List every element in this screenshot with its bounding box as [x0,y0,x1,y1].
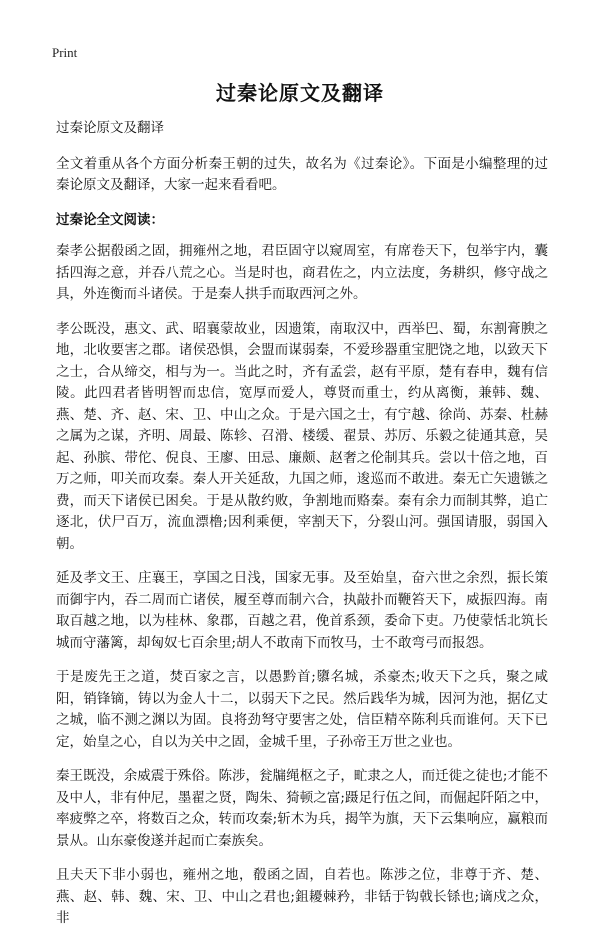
article-paragraph: 秦王既没，余威震于殊俗。陈涉，瓮牖绳枢之子，甿隶之人，而迁徙之徒也;才能不及中人，非有仲尼，墨翟之贤，陶朱、猗顿之富;蹑足行伍之间，而倔起阡陌之中，率疲弊之卒，将数百之众，转而攻秦;斩木为兵，揭竿为旗，天下云集响应，赢粮而景从。山东豪俊遂并起而亡秦族矣。 [56,768,548,849]
article-paragraph: 孝公既没，惠文、武、昭襄蒙故业，因遗策，南取汉中，西举巴、蜀，东割膏腴之地，北收要害之郡。诸侯恐惧，会盟而谋弱秦，不爱珍器重宝肥饶之地，以致天下之士，合从缔交，相与为一。当此之时，齐有孟尝，赵有平原，楚有春申，魏有信陵。此四君者皆明智而忠信，宽厚而爱人，尊贤而重士，约从离衡，兼韩、魏、燕、楚、齐、赵、宋、卫、中山之众。于是六国之士，有宁越、徐尚、苏秦、杜赫之属为之谋，齐明、周最、陈轸、召滑、楼缓、翟景、苏厉、乐毅之徒通其意，吴起、孙膑、带佗、倪良、王廖、田忌、廉颇、赵奢之伦制其兵。尝以十倍之地，百万之师，叩关而攻秦。秦人开关延敌，九国之师，逡巡而不敢进。秦无亡矢遗镞之费，而天下诸侯已困矣。于是从散约败，争割地而赂秦。秦有余力而制其弊，追亡逐北，伏尸百万，流血漂橹;因利乘便，宰割天下，分裂山河。强国请服，弱国入朝。 [56,320,548,552]
article-paragraph: 延及孝文王、庄襄王，享国之日浅，国家无事。及至始皇，奋六世之余烈，振长策而御宇内，吞二周而亡诸侯，履至尊而制六合，执敲扑而鞭笞天下，威振四海。南取百越之地，以为桂林、象郡，百越之君，俛首系颈，委命下吏。乃使蒙恬北筑长城而守藩篱，却匈奴七百余里;胡人不敢南下而牧马，士不敢弯弓而报怨。 [56,570,548,651]
page-title: 过秦论原文及翻译 [216,81,384,105]
section-heading: 过秦论全文阅读： [56,211,164,228]
article-subtitle: 过秦论原文及翻译 [56,120,164,136]
article-paragraph: 且夫天下非小弱也，雍州之地，殽函之固，自若也。陈涉之位，非尊于齐、楚、燕、赵、韩、魏、宋、卫、中山之君也;鉏耰棘矜，非铦于钩戟长铩也;谪戍之众，非 [56,867,548,926]
article-body [56,118,548,943]
article-intro: 全文着重从各个方面分析秦王朝的过失，故名为《过秦论》。下面是小编整理的过秦论原文及翻译，大家一起来看看吧。 [56,155,548,193]
article-paragraph: 于是废先王之道，焚百家之言，以愚黔首;隳名城，杀豪杰;收天下之兵，聚之咸阳，销锋镝，铸以为金人十二，以弱天下之民。然后践华为城，因河为池，据亿丈之城，临不测之渊以为固。良将劲弩守要害之处，信臣精卒陈利兵而谁何。天下已定，始皇之心，自以为关中之固，金城千里，子孙帝王万世之业也。 [56,669,548,750]
print-link[interactable]: Print [52,45,78,60]
article-paragraph: 秦孝公据殽函之固，拥雍州之地，君臣固守以窥周室，有席卷天下，包举宇内，囊括四海之意，并吞八荒之心。当是时也，商君佐之，内立法度，务耕织，修守战之具，外连衡而斗诸侯。于是秦人拱手而取西河之外。 [56,243,548,302]
